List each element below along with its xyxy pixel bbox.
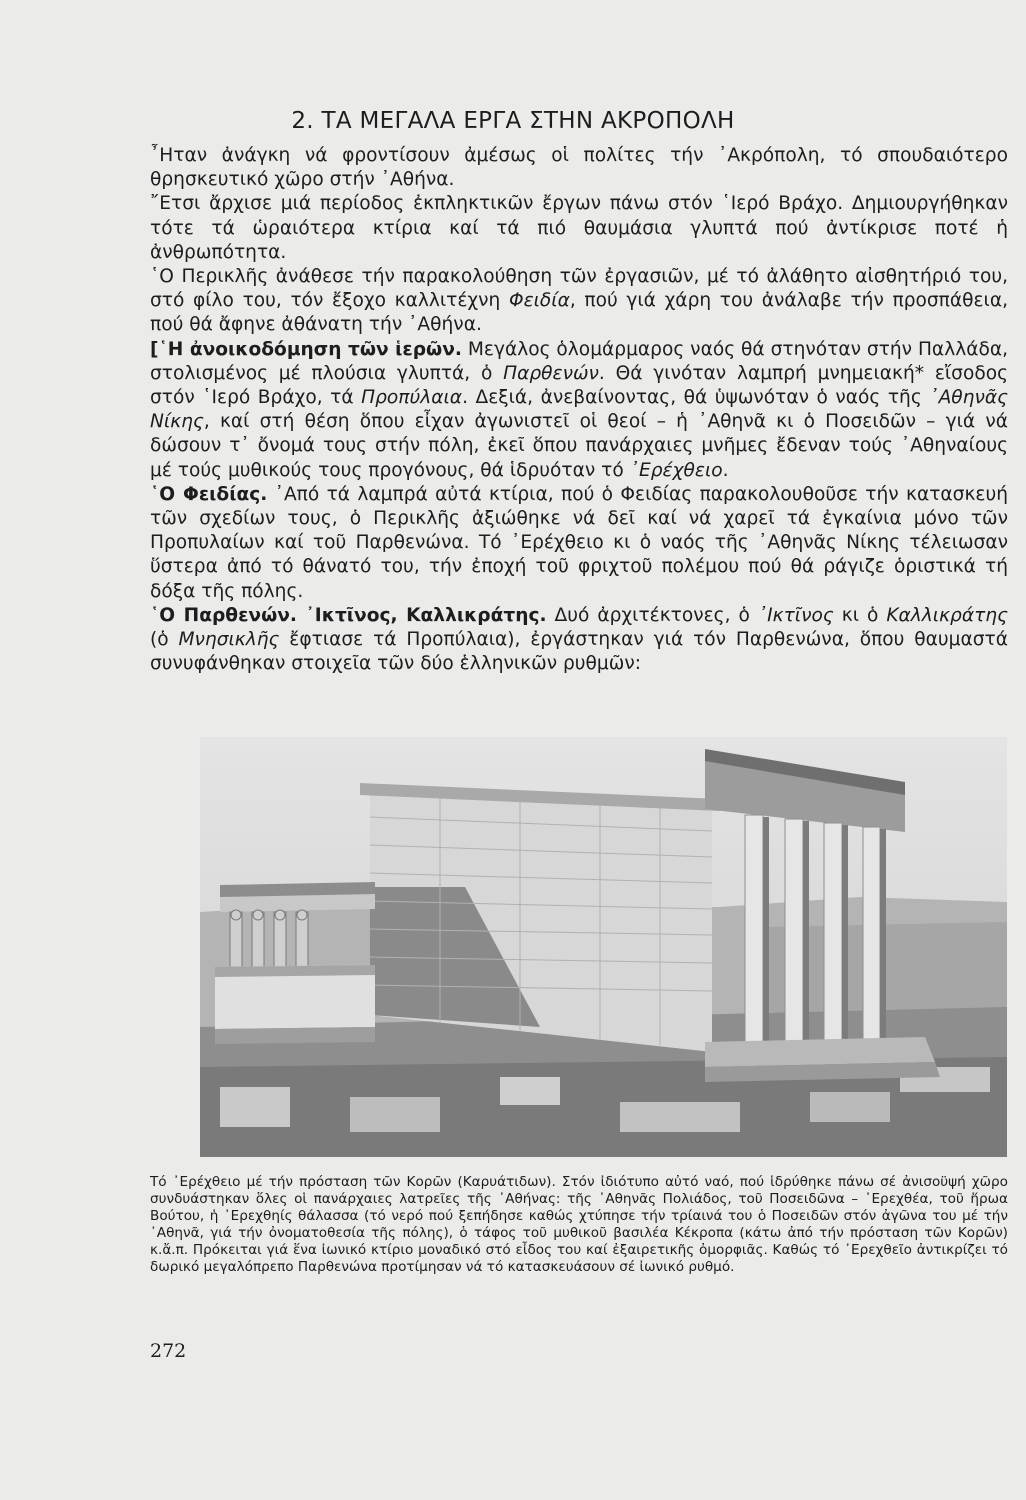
paragraph-works: ῎Ετσι ἄρχισε μιά περίοδος ἐκπληκτικῶν ἔργων πάνω στόν ῾Ιερό Βράχο. Δημιουργήθηκαν τότε τά ὡραιότερα κτίρια καί τά πιό θαυμάσια γλυπτά πού ἀντίκρισε ποτέ ἡ ἀνθρωπότητα. [150, 193, 1008, 263]
paragraph-rebuilding: [῾Η ἀνοικοδόμηση τῶν ἱερῶν. Μεγάλος ὁλομάρμαρος ναός θά στηνόταν στήν Παλλάδα, στολισμένος μέ πλούσια γλυπτά, ὁ Παρθενών. Θά γινόταν λαμπρή μνημειακή* εἴσοδος στόν ῾Ιερό Βράχο, τά Προπύλαια. Δεξιά, ἀνεβαίνοντας, θά ὑψωνόταν ὁ ναός τῆς ᾽Αθηνᾶς Νίκης, καί στή θέση ὅπου εἶχαν ἀγωνιστεῖ οἱ θεοί – ἡ ᾽Αθηνᾶ κι ὁ Ποσειδῶν – γιά νά δώσουν τ᾽ ὄνομά τους στήν πόλη, ἐκεῖ ὅπου πανάρχαιες μνῆμες ἔδεναν τούς ᾽Αθηναίους μέ τούς μυθικούς τους προγόνους, θά ἱδρυόταν τό ᾽Ερέχθειο. [150, 338, 1009, 481]
photo-caption: Τό ᾽Ερέχθειο μέ τήν πρόσταση τῶν Κορῶν (Καρυάτιδων). Στόν ἰδιότυπο αὐτό ναό, πού ἱδρύθηκε πάνω σέ ἀνισοϋψή χῶρο συνδυάστηκαν ὅλες οἱ πανάρχαιες λατρεῖες τῆς ᾽Αθήνας: τῆς ᾽Αθηνᾶς Πολιάδος, τοῦ Ποσειδῶνα – ᾽Ερεχθέα, τοῦ ἥρωα Βούτου, ἡ ᾽Ερεχθηίς θάλασσα (τό νερό πού ξεπήδησε καθώς χτύπησε τήν τρίαινά του ὁ Ποσειδῶν στόν ἀγῶνα του μέ τήν ᾽Αθηνᾶ, γιά τήν ὀνοματοθεσία τῆς πόλης), ὁ τάφος τοῦ μυθικοῦ βασιλέα Κέκροπα (κάτω ἀπό τήν πρόσταση τῶν Κορῶν) κ.ἄ.π. Πρόκειται γιά ἕνα ἰωνικό κτίριο μοναδικό στό εἶδος του καί ἐξαιρετικῆς ὀμορφιᾶς. Καθώς τό ᾽Ερεχθεῖο ἀντικρίζει τό δωρικό μεγαλόπρεπο Παρθενώνα προτίμησαν νά τό κατασκευάσουν σέ ἰωνικό ρυθμό. [150, 1174, 1008, 1276]
paragraph-pericles: ῾Ο Περικλῆς ἀνάθεσε τήν παρακολούθηση τῶν ἐργασιῶν, μέ τό ἀλάθητο αἰσθητήριό του, στό φίλο του, τόν ἔξοχο καλλιτέχνη Φειδία, πού γιά χάρη του ἀνάλαβε τήν προσπάθεια, πού θά ἄφηνε ἀθάνατη τήν ᾽Αθήνα. [150, 266, 1008, 336]
erechtheion-photo [200, 737, 1007, 1157]
paragraph-pheidias: ῾Ο Φειδίας. ᾽Από τά λαμπρά αὐτά κτίρια, πού ὁ Φειδίας παρακολουθοῦσε τήν κατασκευή τῶν σχεδίων τους, ὁ Περικλῆς ἀξιώθηκε νά δεῖ καί νά χαρεῖ τά ἐγκαίνια μόνο τῶν Προπυλαίων καί τοῦ Παρθενώνα. Τό ᾽Ερέχθειο κι ὁ ναός τῆς ᾽Αθηνᾶς Νίκης τέλειωσαν ὕστερα ἀπό τό θάνατό του, τήν ἐποχή τοῦ φριχτοῦ πολέμου πού θά ράγιζε ὁριστικά τή δόξα τῆς πόλης. [150, 483, 1008, 602]
paragraph-intro: ῏Ηταν ἀνάγκη νά φροντίσουν ἀμέσως οἱ πολίτες τήν ᾽Ακρόπολη, τό σπουδαιότερο θρησκευτικό χῶρο στήν ᾽Αθήνα. [150, 145, 1008, 191]
heading-rebuilding: [῾Η ἀνοικοδόμηση τῶν ἱερῶν. [150, 338, 462, 360]
paragraph-parthenon: ῾Ο Παρθενών. ᾽Ικτῖνος, Καλλικράτης. Δυό ἀρχιτέκτονες, ὁ ᾽Ικτῖνος κι ὁ Καλλικράτης (ὁ Μνησικλῆς ἔφτιασε τά Προπύλαια), ἐργάστηκαν γιά τόν Παρθενώνα, ὅπου θαυμαστά συνυφάνθηκαν στοιχεῖα τῶν δύο ἑλληνικῶν ρυθμῶν: [150, 604, 1008, 675]
heading-pheidias: ῾Ο Φειδίας. [150, 483, 268, 505]
section-title: 2. ΤΑ ΜΕΓΑΛΑ ΕΡΓΑ ΣΤΗΝ ΑΚΡΟΠΟΛΗ [291, 108, 735, 134]
page-number: 272 [150, 1340, 187, 1362]
heading-parthenon: ῾Ο Παρθενών. ᾽Ικτῖνος, Καλλικράτης. [150, 604, 547, 626]
body-text [150, 144, 1008, 676]
name-pheidias: Φειδία [508, 290, 570, 312]
